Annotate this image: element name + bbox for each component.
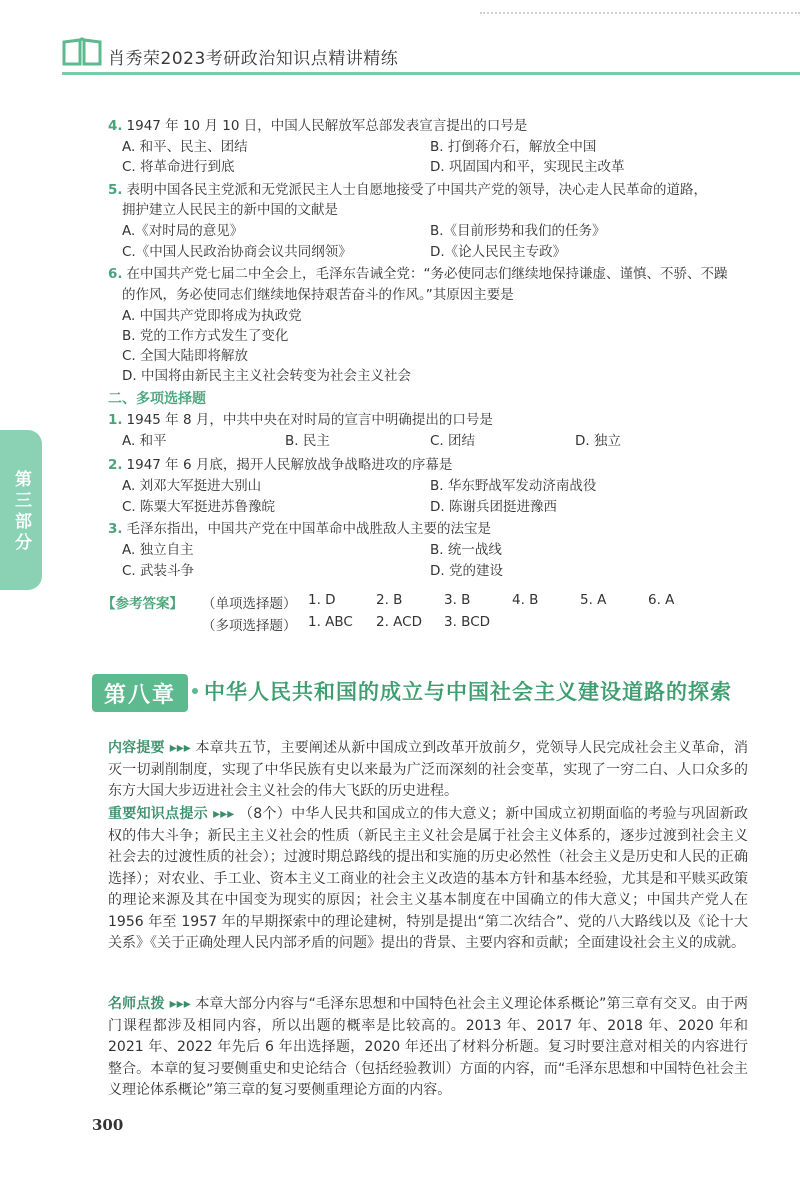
question-5-line2: 拥护建立人民民主的新中国的文献是 [122, 202, 338, 218]
answer-item: 2. B [376, 592, 403, 608]
answer-item: 4. B [512, 592, 539, 608]
single-answer-label: （单项选择题） [202, 596, 297, 612]
option-c: C. 武装斗争 [122, 563, 195, 579]
option-d: D. 陈谢兵团挺进豫西 [430, 499, 557, 515]
question-4 [108, 116, 527, 136]
advice-paragraph [108, 994, 748, 1102]
question-6-line2: 的作风，务必使同志们继续地保持艰苦奋斗的作风。”其原因主要是 [122, 287, 514, 303]
advice-text: 本章大部分内容与“毛泽东思想和中国特色社会主义理论体系概论”第三章有交叉。由于两门课程都涉及相同内容，所以出题的概率是比较高的。2013 年、2017 年、2018 年、2020 年和 2021 年、2022 年先后 6 年出选择题，2020 年还出了材料分析题。复习时要注意对相关的内容进行整合。本章的复习要侧重史和史论结合（包括经验教训）方面的内容，而“毛泽东思想和中国特色社会主义理论体系概论”第三章的复习要侧重理论方面的内容。 [108, 996, 748, 1098]
option-c: C. 团结 [430, 433, 476, 449]
answer-item: 3. B [444, 592, 471, 608]
answer-key-label: 【参考答案】 [102, 596, 183, 612]
multi-question-3 [108, 519, 491, 539]
option-b: B. 打倒蒋介石，解放全中国 [430, 139, 597, 155]
question-number: 1. [108, 412, 123, 428]
question-stem-line1: 表明中国各民主党派和无党派民主人士自愿地接受了中国共产党的领导，决心走人民革命的道路， [126, 182, 708, 198]
key-points-label: 重要知识点提示 ▸▸▸ [108, 806, 235, 822]
option-c: C. 将革命进行到底 [122, 159, 235, 175]
open-book-icon [62, 36, 102, 66]
multi-question-1 [108, 410, 493, 430]
option-a: A. 和平、民主、团结 [122, 139, 248, 155]
question-stem-line1: 在中国共产党七届二中全会上，毛泽东告诫全党：“务必使同志们继续地保持谦虚、谨慎、不骄、不躁 [126, 266, 728, 282]
summary-label: 内容提要 ▸▸▸ [108, 740, 191, 756]
answer-item: 1. D [308, 592, 336, 608]
side-tab-label: 第三部分 [11, 470, 31, 554]
page-header [0, 0, 800, 80]
answer-item: 6. A [648, 592, 675, 608]
option-d: D. 巩固国内和平，实现民主改革 [430, 159, 625, 175]
option-d: D. 党的建设 [430, 563, 503, 579]
option-a: A.《对时局的意见》 [122, 223, 244, 239]
answer-item: 2. ACD [376, 614, 422, 630]
chapter-title: 中华人民共和国的成立与中国社会主义建设道路的探索 [204, 680, 732, 704]
option-b: B. 华东野战军发动济南战役 [430, 478, 597, 494]
answer-item: 1. ABC [308, 614, 353, 630]
key-points-paragraph [108, 804, 748, 955]
summary-paragraph [108, 738, 748, 803]
option-a: A. 和平 [122, 433, 167, 449]
question-6 [108, 264, 768, 284]
question-stem: 1947 年 10 月 10 日，中国人民解放军总部发表宣言提出的口号是 [126, 118, 528, 134]
option-d: D. 中国将由新民主主义社会转变为社会主义社会 [122, 368, 411, 384]
option-b: B. 党的工作方式发生了变化 [122, 328, 289, 344]
key-points-text: （8个）中华人民共和国成立的伟大意义；新中国成立初期面临的考验与巩固新政权的伟大斗争；新民主主义社会的性质（新民主主义社会是属于社会主义体系的，逐步过渡到社会主义社会去的过渡性质的社会）；过渡时期总路线的提出和实施的历史必然性（社会主义是历史和人民的正确选择）；对农业、手工业、资本主义工商业的社会主义改造的基本方针和基本经验，尤其是和平赎买政策的理论来源及其在中国变为现实的原因；社会主义基本制度在中国确立的伟大意义；中国共产党人在 1956 年至 1957 年的早期探索中的理论建树，特别是提出“第二次结合”、党的八大路线以及《论十大关系》《关于正确处理人民内部矛盾的问题》提出的背景、主要内容和贡献；全面建设社会主义的成就。 [108, 806, 749, 951]
question-number: 3. [108, 521, 123, 537]
question-stem: 1947 年 6 月底，揭开人民解放战争战略进攻的序幕是 [126, 457, 453, 473]
multi-question-2 [108, 455, 452, 475]
book-title: 肖秀荣2023考研政治知识点精讲精练 [108, 49, 399, 69]
option-a: A. 独立自主 [122, 542, 194, 558]
question-stem: 毛泽东指出，中国共产党在中国革命中战胜敌人主要的法宝是 [126, 521, 492, 537]
header-rule [62, 72, 800, 75]
banner-dot [192, 688, 198, 694]
multi-answer-label: （多项选择题） [202, 618, 297, 634]
option-d: D. 独立 [575, 433, 621, 449]
summary-text: 本章共五节，主要阐述从新中国成立到改革开放前夕，党领导人民完成社会主义革命，消灭一切剥削制度，实现了中华民族有史以来最为广泛而深刻的社会变革，实现了一穷二白、人口众多的东方大国大步迈进社会主义社会的伟大飞跃的历史进程。 [108, 740, 748, 799]
answer-item: 3. BCD [444, 614, 491, 630]
option-b: B. 统一战线 [430, 542, 502, 558]
question-number: 4. [108, 118, 123, 134]
multi-choice-heading: 二、多项选择题 [108, 391, 206, 407]
question-number: 2. [108, 457, 123, 473]
page-number: 300 [92, 1116, 124, 1134]
question-5 [108, 180, 768, 200]
option-a: A. 刘邓大军挺进大别山 [122, 478, 262, 494]
advice-label: 名师点拨 ▸▸▸ [108, 996, 191, 1012]
question-stem: 1945 年 8 月，中共中央在对时局的宣言中明确提出的口号是 [126, 412, 493, 428]
question-number: 5. [108, 182, 123, 198]
option-c: C. 陈粟大军挺进苏鲁豫皖 [122, 499, 276, 515]
option-c: C.《中国人民政治协商会议共同纲领》 [122, 244, 352, 260]
chapter-number: 第八章 [103, 683, 176, 708]
option-d: D.《论人民民主专政》 [430, 244, 567, 260]
option-a: A. 中国共产党即将成为执政党 [122, 308, 302, 324]
option-c: C. 全国大陆即将解放 [122, 348, 249, 364]
header-decoration [480, 12, 800, 22]
option-b: B. 民主 [285, 433, 330, 449]
option-b: B.《目前形势和我们的任务》 [430, 223, 606, 239]
chapter-banner [92, 666, 752, 716]
question-number: 6. [108, 266, 123, 282]
answer-item: 5. A [580, 592, 607, 608]
